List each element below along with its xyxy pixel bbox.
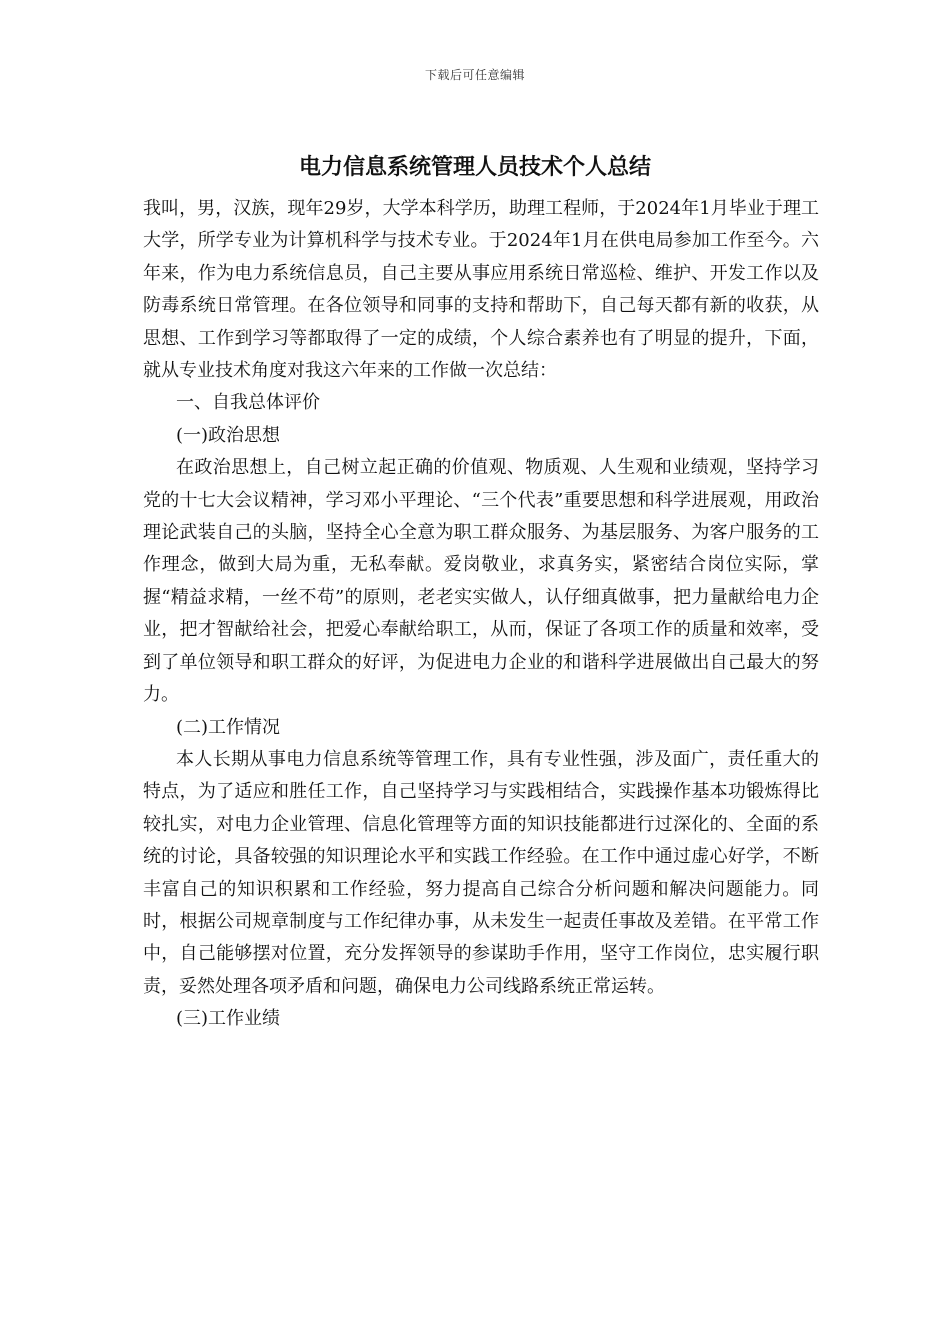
intro-paragraph: 我叫，男，汉族，现年29岁，大学本科学历，助理工程师，于2024年1月毕业于理工大学，所学专业为计算机科学与技术专业。于2024年1月在供电局参加工作至今。六年来，作为电力系统信息员，自己主要从事应用系统日常巡检、维护、开发工作以及防毒系统日常管理。在各位领导和同事的支持和帮助下，自己每天都有新的收获，从思想、工作到学习等都取得了一定的成绩，个人综合素养也有了明显的提升，下面，就从专业技术角度对我这六年来的工作做一次总结：	[143, 198, 819, 382]
subsection-heading-achievements: (三)工作业绩	[176, 1008, 281, 1030]
section-heading-self-evaluation: 一、自我总体评价	[176, 392, 320, 414]
subsection-heading-work: (二)工作情况	[176, 716, 281, 738]
work-paragraph: 本人长期从事电力信息系统等管理工作，具有专业性强，涉及面广，责任重大的特点，为了适应和胜任工作，自己坚持学习与实践相结合，实践操作基本功锻炼得比较扎实，对电力企业管理、信息化管理等方面的知识技能都进行过深化的、全面的系统的讨论，具备较强的知识理论水平和实践工作经验。在工作中通过虚心好学，不断丰富自己的知识积累和工作经验，努力提高自己综合分析问题和解决问题能力。同时，根据公司规章制度与工作纪律办事，从未发生一起责任事故及差错。在平常工作中，自己能够摆对位置，充分发挥领导的参谋助手作用，坚守工作岗位，忠实履行职责，妥然处理各项矛盾和问题，确保电力公司线路系统正常运转。	[143, 748, 819, 997]
subsection-heading-political: (一)政治思想	[176, 424, 281, 446]
political-paragraph: 在政治思想上，自己树立起正确的价值观、物质观、人生观和业绩观，坚持学习党的十七大会议精神，学习邓小平理论、“三个代表”重要思想和科学进展观，用政治理论武装自己的头脑，坚持全心全意为职工群众服务、为基层服务、为客户服务的工作理念，做到大局为重，无私奉献。爱岗敬业，求真务实，紧密结合岗位实际，掌握“精益求精，一丝不苟”的原则，老老实实做人，认仔细真做事，把力量献给电力企业，把才智献给社会，把爱心奉献给职工，从而，保证了各项工作的质量和效率，受到了单位领导和职工群众的好评，为促进电力企业的和谐科学进展做出自己最大的努力。	[143, 457, 819, 706]
document-title: 电力信息系统管理人员技术个人总结	[298, 155, 651, 180]
header-note: 下载后可任意编辑	[424, 68, 525, 82]
document-body	[143, 193, 819, 1036]
